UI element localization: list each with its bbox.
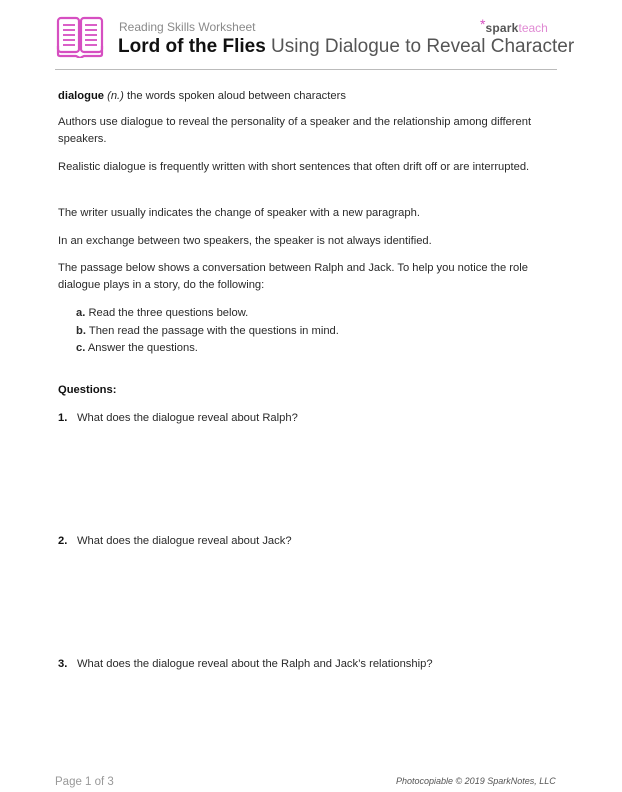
step-item xyxy=(76,305,339,323)
step-letter: c. xyxy=(76,342,86,354)
paragraph: Realistic dialogue is frequently written with short sentences that often drift off or are interrupted. xyxy=(58,161,530,173)
definition-pos: (n.) xyxy=(107,90,124,102)
book-title: Lord of the Flies xyxy=(118,36,266,57)
worksheet-topic: Using Dialogue to Reveal Character xyxy=(265,36,575,57)
step-text: Then read the passage with the questions in mind. xyxy=(85,324,339,337)
paragraph: The passage below shows a conversation between Ralph and Jack. To help you notice the role dialogue plays in a story, do the following: xyxy=(58,262,528,291)
step-text: Answer the questions. xyxy=(85,342,198,354)
step-text: Read the three questions below. xyxy=(85,307,249,319)
question-number: 2. xyxy=(58,535,68,547)
question-number: 1. xyxy=(58,412,68,424)
step-item xyxy=(76,340,339,358)
brand-teach: teach xyxy=(518,21,548,35)
step-letter: b. xyxy=(76,324,86,337)
question-item xyxy=(58,658,433,670)
header-divider xyxy=(55,69,557,70)
paragraph: Authors use dialogue to reveal the personality of a speaker and the relationship among different speakers. xyxy=(58,116,532,145)
paragraph: The writer usually indicates the change of speaker with a new paragraph. xyxy=(58,207,420,219)
page-title xyxy=(118,36,574,58)
definition-term: dialogue xyxy=(58,90,104,102)
question-text: What does the dialogue reveal about Ralph? xyxy=(77,412,298,424)
sparkteach-logo xyxy=(480,16,548,35)
question-item xyxy=(58,535,292,547)
instruction-steps xyxy=(76,305,339,358)
definition xyxy=(58,88,538,105)
page-number: Page 1 of 3 xyxy=(55,776,114,788)
question-number: 3. xyxy=(58,658,68,670)
step-item xyxy=(76,323,339,341)
step-letter: a. xyxy=(76,307,86,319)
brand-asterisk: * xyxy=(480,16,486,32)
worksheet-subtitle: Reading Skills Worksheet xyxy=(119,20,256,34)
paragraph: In an exchange between two speakers, the speaker is not always identified. xyxy=(58,235,432,247)
brand-spark: spark xyxy=(485,21,519,35)
question-text: What does the dialogue reveal about the Ralph and Jack’s relationship? xyxy=(77,658,433,670)
questions-heading: Questions: xyxy=(58,384,117,396)
question-item xyxy=(58,412,298,424)
open-book-icon xyxy=(56,16,104,58)
copyright-notice: Photocopiable © 2019 SparkNotes, LLC xyxy=(396,776,556,786)
definition-meaning: the words spoken aloud between characters xyxy=(123,90,346,102)
question-text: What does the dialogue reveal about Jack? xyxy=(77,535,292,547)
